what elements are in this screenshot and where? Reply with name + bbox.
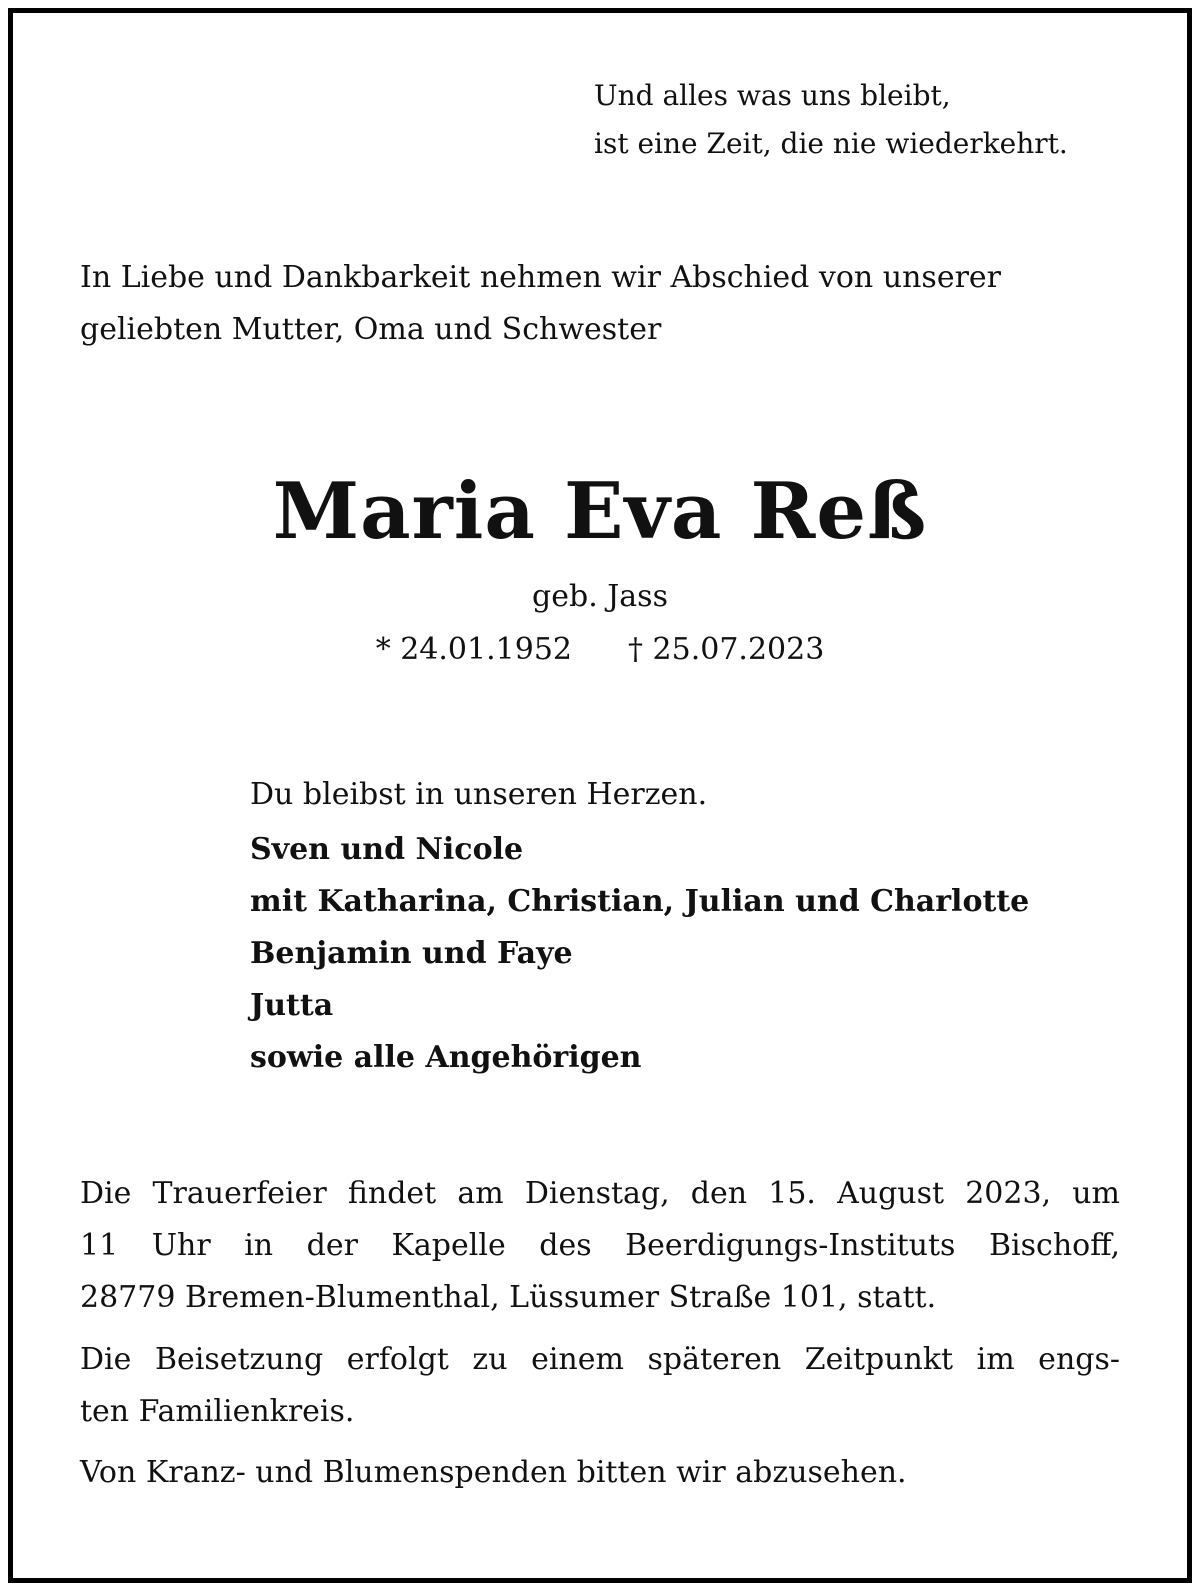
- motto-line-1: Und alles was uns bleibt,: [594, 79, 951, 112]
- funeral-line-1: Die Trauerfeier findet am Dienstag, den 15. August 2023, um: [80, 1176, 1120, 1211]
- burial-line-1: Die Beisetzung erfolgt zu einem späteren Zeitpunkt im engs-: [80, 1342, 1120, 1377]
- intro-line-2: geliebten Mutter, Oma und Schwester: [80, 312, 662, 347]
- birth-date: * 24.01.1952: [375, 632, 572, 667]
- maiden-name: geb. Jass: [532, 579, 668, 614]
- motto-quote: [594, 72, 1068, 168]
- burial-line-2: ten Familienkreis.: [80, 1394, 355, 1429]
- funeral-line-2: 11 Uhr in der Kapelle des Beerdigungs-Instituts Bischoff,: [80, 1228, 1120, 1263]
- motto-line-2: ist eine Zeit, die nie wiederkehrt.: [594, 127, 1068, 160]
- mourners-list: [250, 824, 1029, 1084]
- burial-paragraph: [80, 1334, 1120, 1438]
- intro-text: [80, 252, 1001, 356]
- mourner-line: Sven und Nicole: [250, 832, 524, 867]
- mourner-line: mit Katharina, Christian, Julian und Charlotte: [250, 884, 1030, 919]
- mourner-line: Benjamin und Faye: [250, 936, 573, 971]
- intro-line-1: In Liebe und Dankbarkeit nehmen wir Abschied von unserer: [80, 260, 1002, 295]
- life-dates: [0, 628, 1200, 672]
- death-date: † 25.07.2023: [628, 632, 825, 667]
- mourner-line: sowie alle Angehörigen: [250, 1040, 642, 1075]
- deceased-name: Maria Eva Reß: [272, 466, 928, 557]
- funeral-service-paragraph: [80, 1168, 1120, 1324]
- funeral-line-3: 28779 Bremen-Blumenthal, Lüssumer Straße 101, statt.: [80, 1280, 937, 1315]
- mourner-line: Jutta: [250, 988, 334, 1023]
- flowers-note: Von Kranz- und Blumenspenden bitten wir abzusehen.: [80, 1455, 907, 1490]
- closing-line: Du bleibst in unseren Herzen.: [250, 777, 708, 812]
